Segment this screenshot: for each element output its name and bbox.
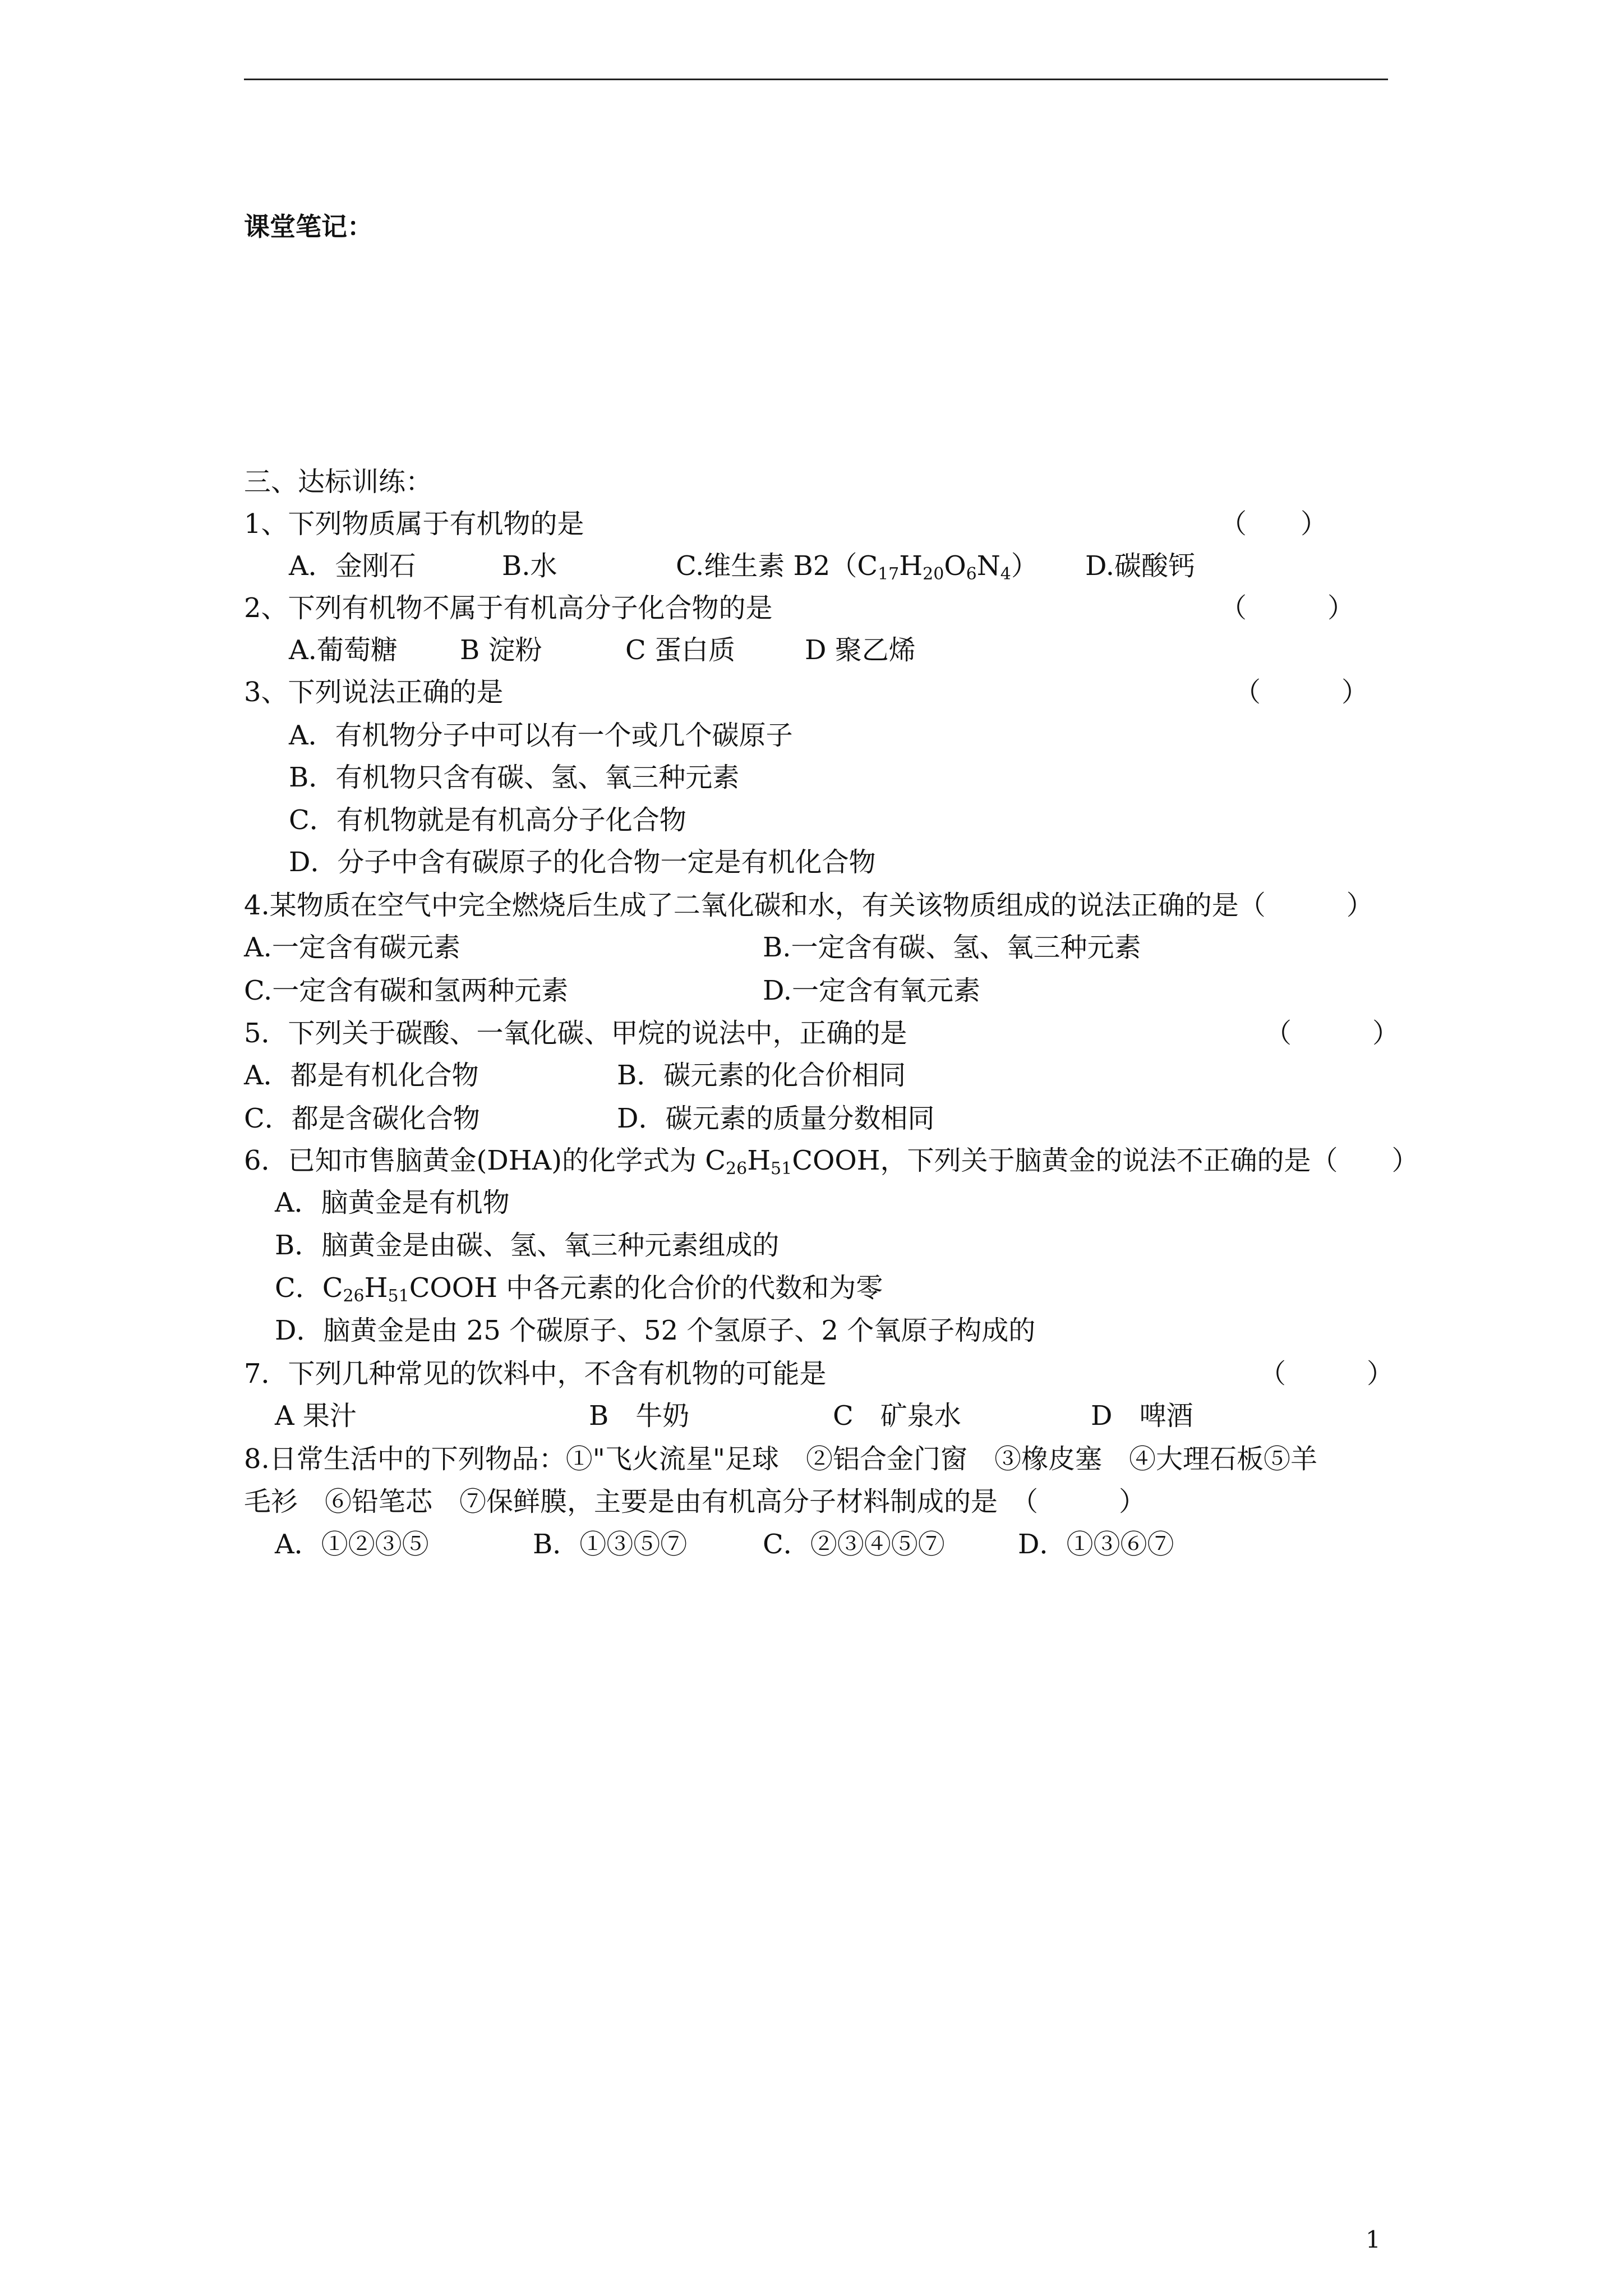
q1-option-a: A．金刚石 bbox=[289, 550, 416, 582]
header-rule bbox=[244, 79, 1388, 80]
q4-option-d: D.一定含有氧元素 bbox=[763, 975, 981, 1006]
q7-option-d: D 啤酒 bbox=[1091, 1400, 1193, 1432]
q1-bracket: （ ） bbox=[1220, 508, 1328, 540]
q8-option-b: B．①③⑤⑦ bbox=[533, 1529, 688, 1560]
q2-option-c: C 蛋白质 bbox=[625, 634, 735, 666]
section-title: 三、达标训练： bbox=[244, 466, 433, 498]
page-number: 1 bbox=[1366, 2226, 1381, 2253]
notes-heading: 课堂笔记： bbox=[244, 211, 373, 242]
q5-stem: 5．下列关于碳酸、一氧化碳、甲烷的说法中，正确的是 bbox=[244, 1018, 907, 1049]
q3-option-c: C．有机物就是有机高分子化合物 bbox=[289, 804, 686, 836]
q2-bracket: （ ） bbox=[1220, 592, 1355, 624]
q5-option-b: B．碳元素的化合价相同 bbox=[617, 1060, 906, 1091]
q2-option-d: D 聚乙烯 bbox=[805, 634, 916, 666]
q1-stem: 1、下列物质属于有机物的是 bbox=[244, 508, 584, 540]
q2-option-a: A.葡萄糖 bbox=[289, 634, 398, 666]
q5-option-d: D．碳元素的质量分数相同 bbox=[617, 1103, 935, 1134]
q8-option-d: D．①③⑥⑦ bbox=[1018, 1529, 1174, 1560]
q8-stem-line2: 毛衫 ⑥铅笔芯 ⑦保鲜膜，主要是由有机高分子材料制成的是 （ ） bbox=[244, 1486, 1146, 1517]
q3-option-b: B．有机物只含有碳、氢、氧三种元素 bbox=[289, 762, 740, 793]
q4-stem: 4.某物质在空气中完全燃烧后生成了二氧化碳和水，有关该物质组成的说法正确的是（ ） bbox=[244, 890, 1373, 921]
q5-bracket: （ ） bbox=[1265, 1018, 1400, 1049]
q7-option-c: C 矿泉水 bbox=[833, 1400, 961, 1432]
q8-option-c: C．②③④⑤⑦ bbox=[763, 1529, 945, 1560]
q6-stem: 6．已知市售脑黄金(DHA)的化学式为 $C_{26}H_{51}COOH$，下列关于脑黄金的说法不正确的是（ ） bbox=[244, 1145, 1419, 1179]
q2-stem: 2、下列有机物不属于有机高分子化合物的是 bbox=[244, 592, 773, 624]
q3-option-a: A．有机物分子中可以有一个或几个碳原子 bbox=[289, 720, 793, 751]
q1-option-c: C.维生素 $B2(C_{17}H_{20}O_6N_4)$ bbox=[676, 550, 1038, 584]
q5-option-a: A．都是有机化合物 bbox=[244, 1060, 479, 1091]
q2-option-b: B 淀粉 bbox=[460, 634, 542, 666]
q3-bracket: （ ） bbox=[1234, 677, 1369, 708]
q7-option-b: B 牛奶 bbox=[589, 1400, 690, 1432]
q8-stem-line1: 8.日常生活中的下列物品：①"飞火流星"足球 ②铝合金门窗 ③橡皮塞 ④大理石板⑤羊 bbox=[244, 1443, 1317, 1475]
q4-option-b: B.一定含有碳、氢、氧三种元素 bbox=[763, 932, 1141, 963]
q1-option-d: D.碳酸钙 bbox=[1085, 550, 1196, 582]
q4-option-c: C.一定含有碳和氢两种元素 bbox=[244, 975, 569, 1006]
q7-stem: 7．下列几种常见的饮料中，不含有机物的可能是 bbox=[244, 1358, 827, 1389]
q6-option-a: A．脑黄金是有机物 bbox=[275, 1187, 510, 1218]
q6-option-d: D．脑黄金是由 25 个碳原子、52 个氢原子、2 个氧原子构成的 bbox=[275, 1315, 1036, 1346]
q6-option-c: C．$C_{26}H_{51}COOH$ 中各元素的化合价的代数和为零 bbox=[275, 1272, 883, 1306]
q6-option-b: B．脑黄金是由碳、氢、氧三种元素组成的 bbox=[275, 1230, 780, 1261]
q1-option-b: B.水 bbox=[502, 550, 557, 582]
q8-option-a: A．①②③⑤ bbox=[275, 1529, 429, 1560]
q7-option-a: A 果汁 bbox=[275, 1400, 357, 1432]
q3-stem: 3、下列说法正确的是 bbox=[244, 677, 504, 708]
q5-option-c: C．都是含碳化合物 bbox=[244, 1103, 480, 1134]
q7-bracket: （ ） bbox=[1259, 1358, 1394, 1389]
q4-option-a: A.一定含有碳元素 bbox=[244, 932, 460, 963]
q3-option-d: D．分子中含有碳原子的化合物一定是有机化合物 bbox=[289, 846, 876, 878]
